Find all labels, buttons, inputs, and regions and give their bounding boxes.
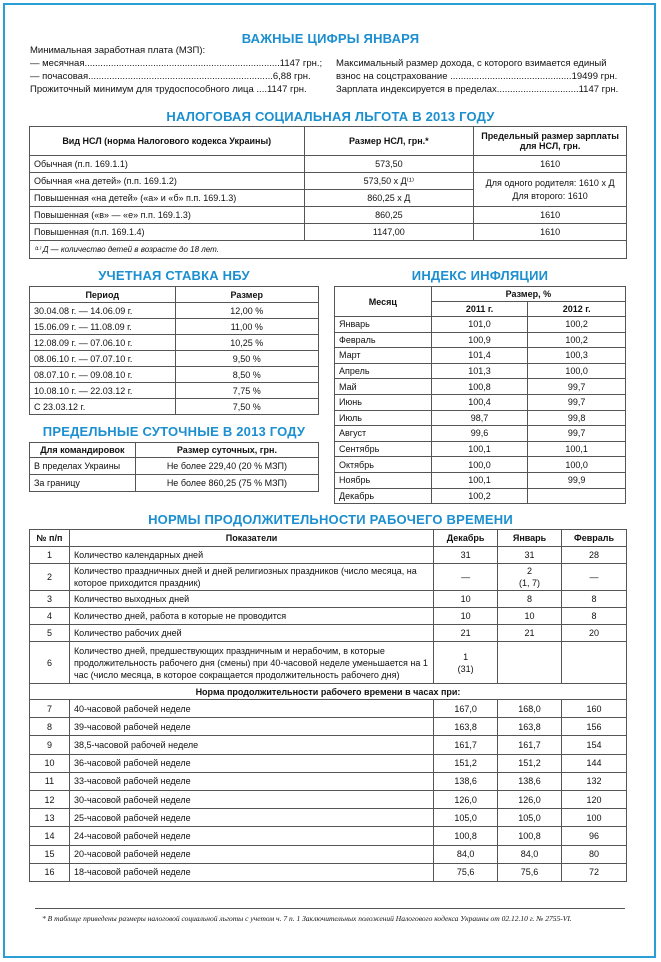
work-time-cell: 31 — [498, 547, 562, 564]
per-diem-cell: За границу — [30, 475, 136, 492]
work-time-cell: 80 — [562, 845, 627, 863]
inflation-cell: 101,0 — [431, 317, 528, 333]
table-row — [335, 472, 626, 488]
table-row — [335, 363, 626, 379]
table-row — [30, 458, 319, 475]
table-row — [30, 863, 627, 881]
table-row — [30, 475, 319, 492]
nbu-rate-cell: 10,25 % — [175, 335, 319, 351]
tax-benefit-cell: 860,25 х Д — [304, 190, 474, 207]
inflation-cell — [528, 488, 626, 504]
inflation-cell: 100,1 — [528, 441, 626, 457]
work-time-cell: 168,0 — [498, 700, 562, 718]
nbu-rate-cell: 08.06.10 г. — 07.07.10 г. — [30, 351, 176, 367]
work-time-cell: Количество дней, работа в которые не проводится — [69, 608, 433, 625]
inflation-title: ИНДЕКС ИНФЛЯЦИИ — [411, 268, 549, 283]
inflation-cell: 100,1 — [431, 472, 528, 488]
work-time-cell: 100,8 — [498, 827, 562, 845]
inflation-cell: 99,9 — [528, 472, 626, 488]
table-row — [30, 351, 319, 367]
inflation-cell: Декабрь — [335, 488, 432, 504]
tax-benefit-cell: Обычная (п.п. 169.1.1) — [30, 156, 305, 173]
work-time-cell: 72 — [562, 863, 627, 881]
inflation-year-header: 2011 г. — [431, 302, 528, 317]
work-time-cell — [562, 642, 627, 684]
work-time-cell: 7 — [30, 700, 70, 718]
work-time-cell — [498, 642, 562, 684]
nbu-rate-header: Период — [30, 287, 176, 303]
table-row — [30, 625, 627, 642]
table-row — [335, 488, 626, 504]
work-time-cell: 10 — [498, 608, 562, 625]
nbu-rate-cell: 08.07.10 г. — 09.08.10 г. — [30, 367, 176, 383]
table-row — [335, 426, 626, 442]
kf-left-line: — почасовая......................................................................6,88 грн. — [30, 71, 311, 82]
inflation-cell: Ноябрь — [335, 472, 432, 488]
tax-benefit-cell: Повышенная (п.п. 169.1.4) — [30, 224, 305, 241]
kf-left-line: Прожиточный минимум для трудоспособного лица ....1147 грн. — [30, 84, 307, 95]
work-time-cell: 1 (31) — [434, 642, 498, 684]
per-diem-cell: В пределах Украины — [30, 458, 136, 475]
work-time-cell: 14 — [30, 827, 70, 845]
table-row — [30, 736, 627, 754]
work-time-cell: 160 — [562, 700, 627, 718]
nbu-rate-header: Размер — [175, 287, 319, 303]
inflation-year-header: 2012 г. — [528, 302, 626, 317]
tax-benefit-header: Размер НСЛ, грн.* — [304, 127, 474, 156]
work-time-cell: 16 — [30, 863, 70, 881]
work-time-cell: Количество дней, предшествующих праздничным и нерабочим, в которые продолжительность рабочего дня (смены) при 40-часовой неделе уменьшается на 1 час (число месяца, в которое сокращается продолжительность рабочего дня) — [69, 642, 433, 684]
work-time-cell: 9 — [30, 736, 70, 754]
tax-benefit-title: НАЛОГОВАЯ СОЦИАЛЬНАЯ ЛЬГОТА В 2013 ГОДУ — [166, 109, 495, 124]
work-time-header: Январь — [498, 530, 562, 547]
work-time-cell: 100,8 — [434, 827, 498, 845]
inflation-cell: 100,0 — [431, 457, 528, 473]
table-row — [335, 379, 626, 395]
work-time-cell: 8 — [30, 718, 70, 736]
tax-benefit-cell: 1147,00 — [304, 224, 474, 241]
table-row — [30, 790, 627, 808]
inflation-cell: 100,4 — [431, 394, 528, 410]
table-row — [30, 303, 319, 319]
work-time-cell: 10 — [434, 591, 498, 608]
tax-benefit-cell: 1610 — [474, 224, 627, 241]
work-time-cell: 151,2 — [434, 754, 498, 772]
work-time-table — [29, 529, 627, 882]
work-time-cell: 138,6 — [498, 772, 562, 790]
kf-left-line: Минимальная заработная плата (МЗП): — [30, 45, 206, 56]
nbu-rate-cell: 12.08.09 г. — 07.06.10 г. — [30, 335, 176, 351]
work-time-header: Февраль — [562, 530, 627, 547]
key-figures-right — [336, 57, 618, 96]
work-time-cell: 8 — [498, 591, 562, 608]
work-time-cell: 11 — [30, 772, 70, 790]
table-row — [30, 754, 627, 772]
inflation-cell: 100,3 — [528, 348, 626, 364]
table-row — [30, 591, 627, 608]
table-row — [335, 441, 626, 457]
inflation-cell: Сентябрь — [335, 441, 432, 457]
inflation-cell: Март — [335, 348, 432, 364]
work-time-cell: 100 — [562, 809, 627, 827]
work-time-cell: 20-часовой рабочей неделе — [69, 845, 433, 863]
table-row — [335, 348, 626, 364]
nbu-rate-cell: 11,00 % — [175, 319, 319, 335]
table-row — [30, 156, 627, 173]
work-time-cell: 18-часовой рабочей неделе — [69, 863, 433, 881]
work-time-cell: 1 — [30, 547, 70, 564]
tax-benefit-cell: 1610 — [474, 207, 627, 224]
kf-right-line: Зарплата индексируется в пределах...............................1147 грн. — [336, 84, 619, 95]
inflation-cell: 100,8 — [431, 379, 528, 395]
tax-benefit-cell: Для одного родителя: 1610 х Д — [485, 177, 615, 188]
tax-benefit-cell: 573,50 — [304, 156, 474, 173]
tax-benefit-cell-merged — [474, 173, 627, 207]
work-time-cell: — — [562, 564, 627, 591]
tax-benefit-cell: 573,50 х Д⁽¹⁾ — [304, 173, 474, 190]
per-diem-cell: Не более 229,40 (20 % МЗП) — [135, 458, 318, 475]
tax-benefit-header: Предельный размер зарплаты для НСЛ, грн. — [474, 127, 627, 156]
work-time-header: № п/п — [30, 530, 70, 547]
work-time-cell: 13 — [30, 809, 70, 827]
inflation-cell: Июнь — [335, 394, 432, 410]
work-time-cell: 144 — [562, 754, 627, 772]
inflation-cell: 100,2 — [528, 317, 626, 333]
table-row — [335, 394, 626, 410]
table-row — [30, 700, 627, 718]
work-time-header: Декабрь — [434, 530, 498, 547]
tax-benefit-cell: Повышенная («в» — «е» п.п. 169.1.3) — [30, 207, 305, 224]
work-time-cell: 105,0 — [434, 809, 498, 827]
tax-benefit-cell: 860,25 — [304, 207, 474, 224]
work-time-cell: 2 — [30, 564, 70, 591]
table-row — [30, 224, 627, 241]
work-time-cell: 30-часовой рабочей неделе — [69, 790, 433, 808]
work-time-cell: 38,5-часовой рабочей неделе — [69, 736, 433, 754]
work-time-cell: 28 — [562, 547, 627, 564]
work-time-cell: 3 — [30, 591, 70, 608]
inflation-cell: Февраль — [335, 332, 432, 348]
work-time-cell: 39-часовой рабочей неделе — [69, 718, 433, 736]
table-row — [335, 410, 626, 426]
kf-left-line: — месячная..........................................................................1147 грн.; — [30, 58, 323, 69]
work-time-cell: 84,0 — [434, 845, 498, 863]
nbu-rate-cell: 10.08.10 г. — 22.03.12 г. — [30, 383, 176, 399]
work-time-cell: 126,0 — [434, 790, 498, 808]
inflation-cell: 100,9 — [431, 332, 528, 348]
table-row — [30, 547, 627, 564]
footnote: * В таблице приведены размеры налоговой социальной льготы с учетом ч. 7 п. 1 Заключительных положений Налогового кодекса Украины от 02.12.10 г. № 2755-VI. — [42, 914, 572, 923]
work-time-cell: Количество календарных дней — [69, 547, 433, 564]
tax-benefit-note: ⁽¹⁾ Д — количество детей в возрасте до 18 лет. — [30, 241, 627, 259]
inflation-cell: 99,8 — [528, 410, 626, 426]
table-row — [30, 642, 627, 684]
work-time-cell: 8 — [562, 591, 627, 608]
work-time-cell: 161,7 — [434, 736, 498, 754]
work-time-cell: 10 — [434, 608, 498, 625]
inflation-cell: Октябрь — [335, 457, 432, 473]
tax-benefit-cell: 1610 — [474, 156, 627, 173]
inflation-table — [334, 286, 626, 504]
work-time-cell: 105,0 — [498, 809, 562, 827]
nbu-rate-title: УЧЕТНАЯ СТАВКА НБУ — [98, 268, 250, 283]
work-time-cell: 21 — [434, 625, 498, 642]
work-time-cell: Количество праздничных дней и дней религиозных праздников (число месяца, на которое приходится праздник) — [69, 564, 433, 591]
inflation-cell: 99,7 — [528, 426, 626, 442]
work-time-cell: 24-часовой рабочей неделе — [69, 827, 433, 845]
per-diem-header: Размер суточных, грн. — [135, 443, 318, 458]
kf-right-line: Максимальный размер дохода, с которого взимается единый — [336, 58, 607, 69]
inflation-cell: 101,3 — [431, 363, 528, 379]
work-time-cell: 21 — [498, 625, 562, 642]
table-row — [30, 772, 627, 790]
per-diem-table — [29, 442, 319, 492]
inflation-cell: 100,2 — [431, 488, 528, 504]
work-time-cell: — — [434, 564, 498, 591]
work-time-cell: 163,8 — [434, 718, 498, 736]
inflation-cell: Май — [335, 379, 432, 395]
nbu-rate-cell: 15.06.09 г. — 11.08.09 г. — [30, 319, 176, 335]
inflation-cell: 100,1 — [431, 441, 528, 457]
per-diem-header: Для командировок — [30, 443, 136, 458]
work-time-cell: 10 — [30, 754, 70, 772]
nbu-rate-table — [29, 286, 319, 415]
work-time-cell: 96 — [562, 827, 627, 845]
work-time-cell: 167,0 — [434, 700, 498, 718]
work-time-cell: 151,2 — [498, 754, 562, 772]
work-time-cell: 12 — [30, 790, 70, 808]
work-time-cell: 33-часовой рабочей неделе — [69, 772, 433, 790]
work-time-cell: Количество выходных дней — [69, 591, 433, 608]
work-time-header: Показатели — [69, 530, 433, 547]
inflation-cell: 99,6 — [431, 426, 528, 442]
nbu-rate-cell: 12,00 % — [175, 303, 319, 319]
table-row — [30, 335, 319, 351]
work-time-cell: 20 — [562, 625, 627, 642]
work-time-cell: Количество рабочих дней — [69, 625, 433, 642]
nbu-rate-cell: 7,75 % — [175, 383, 319, 399]
inflation-cell: Январь — [335, 317, 432, 333]
table-row — [30, 399, 319, 415]
work-time-cell: 25-часовой рабочей неделе — [69, 809, 433, 827]
work-time-cell: 126,0 — [498, 790, 562, 808]
inflation-cell: 101,4 — [431, 348, 528, 364]
work-time-cell: 120 — [562, 790, 627, 808]
table-row — [30, 809, 627, 827]
work-time-cell: 138,6 — [434, 772, 498, 790]
work-time-cell: 36-часовой рабочей неделе — [69, 754, 433, 772]
inflation-cell: 99,7 — [528, 379, 626, 395]
table-row — [30, 608, 627, 625]
work-time-cell: 75,6 — [434, 863, 498, 881]
work-time-cell: 154 — [562, 736, 627, 754]
inflation-cell: 100,2 — [528, 332, 626, 348]
tax-benefit-table — [29, 126, 627, 259]
table-row — [335, 332, 626, 348]
per-diem-title: ПРЕДЕЛЬНЫЕ СУТОЧНЫЕ В 2013 ГОДУ — [42, 424, 306, 439]
tax-benefit-header: Вид НСЛ (норма Налогового кодекса Украины) — [30, 127, 305, 156]
nbu-rate-cell: 8,50 % — [175, 367, 319, 383]
inflation-cell: 100,0 — [528, 457, 626, 473]
work-time-cell: 75,6 — [498, 863, 562, 881]
tax-benefit-cell: Для второго: 1610 — [512, 190, 588, 201]
work-time-cell: 5 — [30, 625, 70, 642]
work-time-cell: 2 (1, 7) — [498, 564, 562, 591]
table-row — [335, 317, 626, 333]
table-row — [30, 383, 319, 399]
table-row — [30, 319, 319, 335]
nbu-rate-cell: 9,50 % — [175, 351, 319, 367]
inflation-header: Месяц — [335, 287, 432, 317]
table-row — [30, 564, 627, 591]
inflation-cell: 100,0 — [528, 363, 626, 379]
nbu-rate-cell: 30.04.08 г. — 14.06.09 г. — [30, 303, 176, 319]
work-time-cell: 161,7 — [498, 736, 562, 754]
inflation-cell: Август — [335, 426, 432, 442]
key-figures-title: ВАЖНЫЕ ЦИФРЫ ЯНВАРЯ — [241, 31, 420, 46]
work-time-cell: 31 — [434, 547, 498, 564]
table-row — [335, 457, 626, 473]
inflation-cell: 98,7 — [431, 410, 528, 426]
work-time-cell: 4 — [30, 608, 70, 625]
work-time-cell: 156 — [562, 718, 627, 736]
work-time-cell: 15 — [30, 845, 70, 863]
work-time-title: НОРМЫ ПРОДОЛЖИТЕЛЬНОСТИ РАБОЧЕГО ВРЕМЕНИ — [148, 512, 513, 527]
key-figures-left — [30, 44, 322, 96]
table-row — [30, 845, 627, 863]
tax-benefit-cell: Повышенная «на детей» («а» и «б» п.п. 169.1.3) — [30, 190, 305, 207]
inflation-cell: Июль — [335, 410, 432, 426]
work-time-cell: 84,0 — [498, 845, 562, 863]
table-row — [30, 367, 319, 383]
work-time-cell: 40-часовой рабочей неделе — [69, 700, 433, 718]
work-time-cell: 6 — [30, 642, 70, 684]
table-row — [30, 207, 627, 224]
table-row — [30, 827, 627, 845]
table-row — [30, 718, 627, 736]
work-time-subheader: Норма продолжительности рабочего времени в часах при: — [30, 684, 627, 700]
work-time-cell: 8 — [562, 608, 627, 625]
kf-right-line: взнос на соцстрахование ..............................................19499 грн. — [336, 71, 618, 82]
nbu-rate-cell: 7,50 % — [175, 399, 319, 415]
work-time-cell: 132 — [562, 772, 627, 790]
per-diem-cell: Не более 860,25 (75 % МЗП) — [135, 475, 318, 492]
inflation-cell: 99,7 — [528, 394, 626, 410]
footnote-divider — [35, 908, 625, 909]
inflation-header: Размер, % — [431, 287, 625, 302]
nbu-rate-cell: С 23.03.12 г. — [30, 399, 176, 415]
tax-benefit-cell: Обычная «на детей» (п.п. 169.1.2) — [30, 173, 305, 190]
work-time-cell: 163,8 — [498, 718, 562, 736]
inflation-cell: Апрель — [335, 363, 432, 379]
table-row — [30, 173, 627, 190]
